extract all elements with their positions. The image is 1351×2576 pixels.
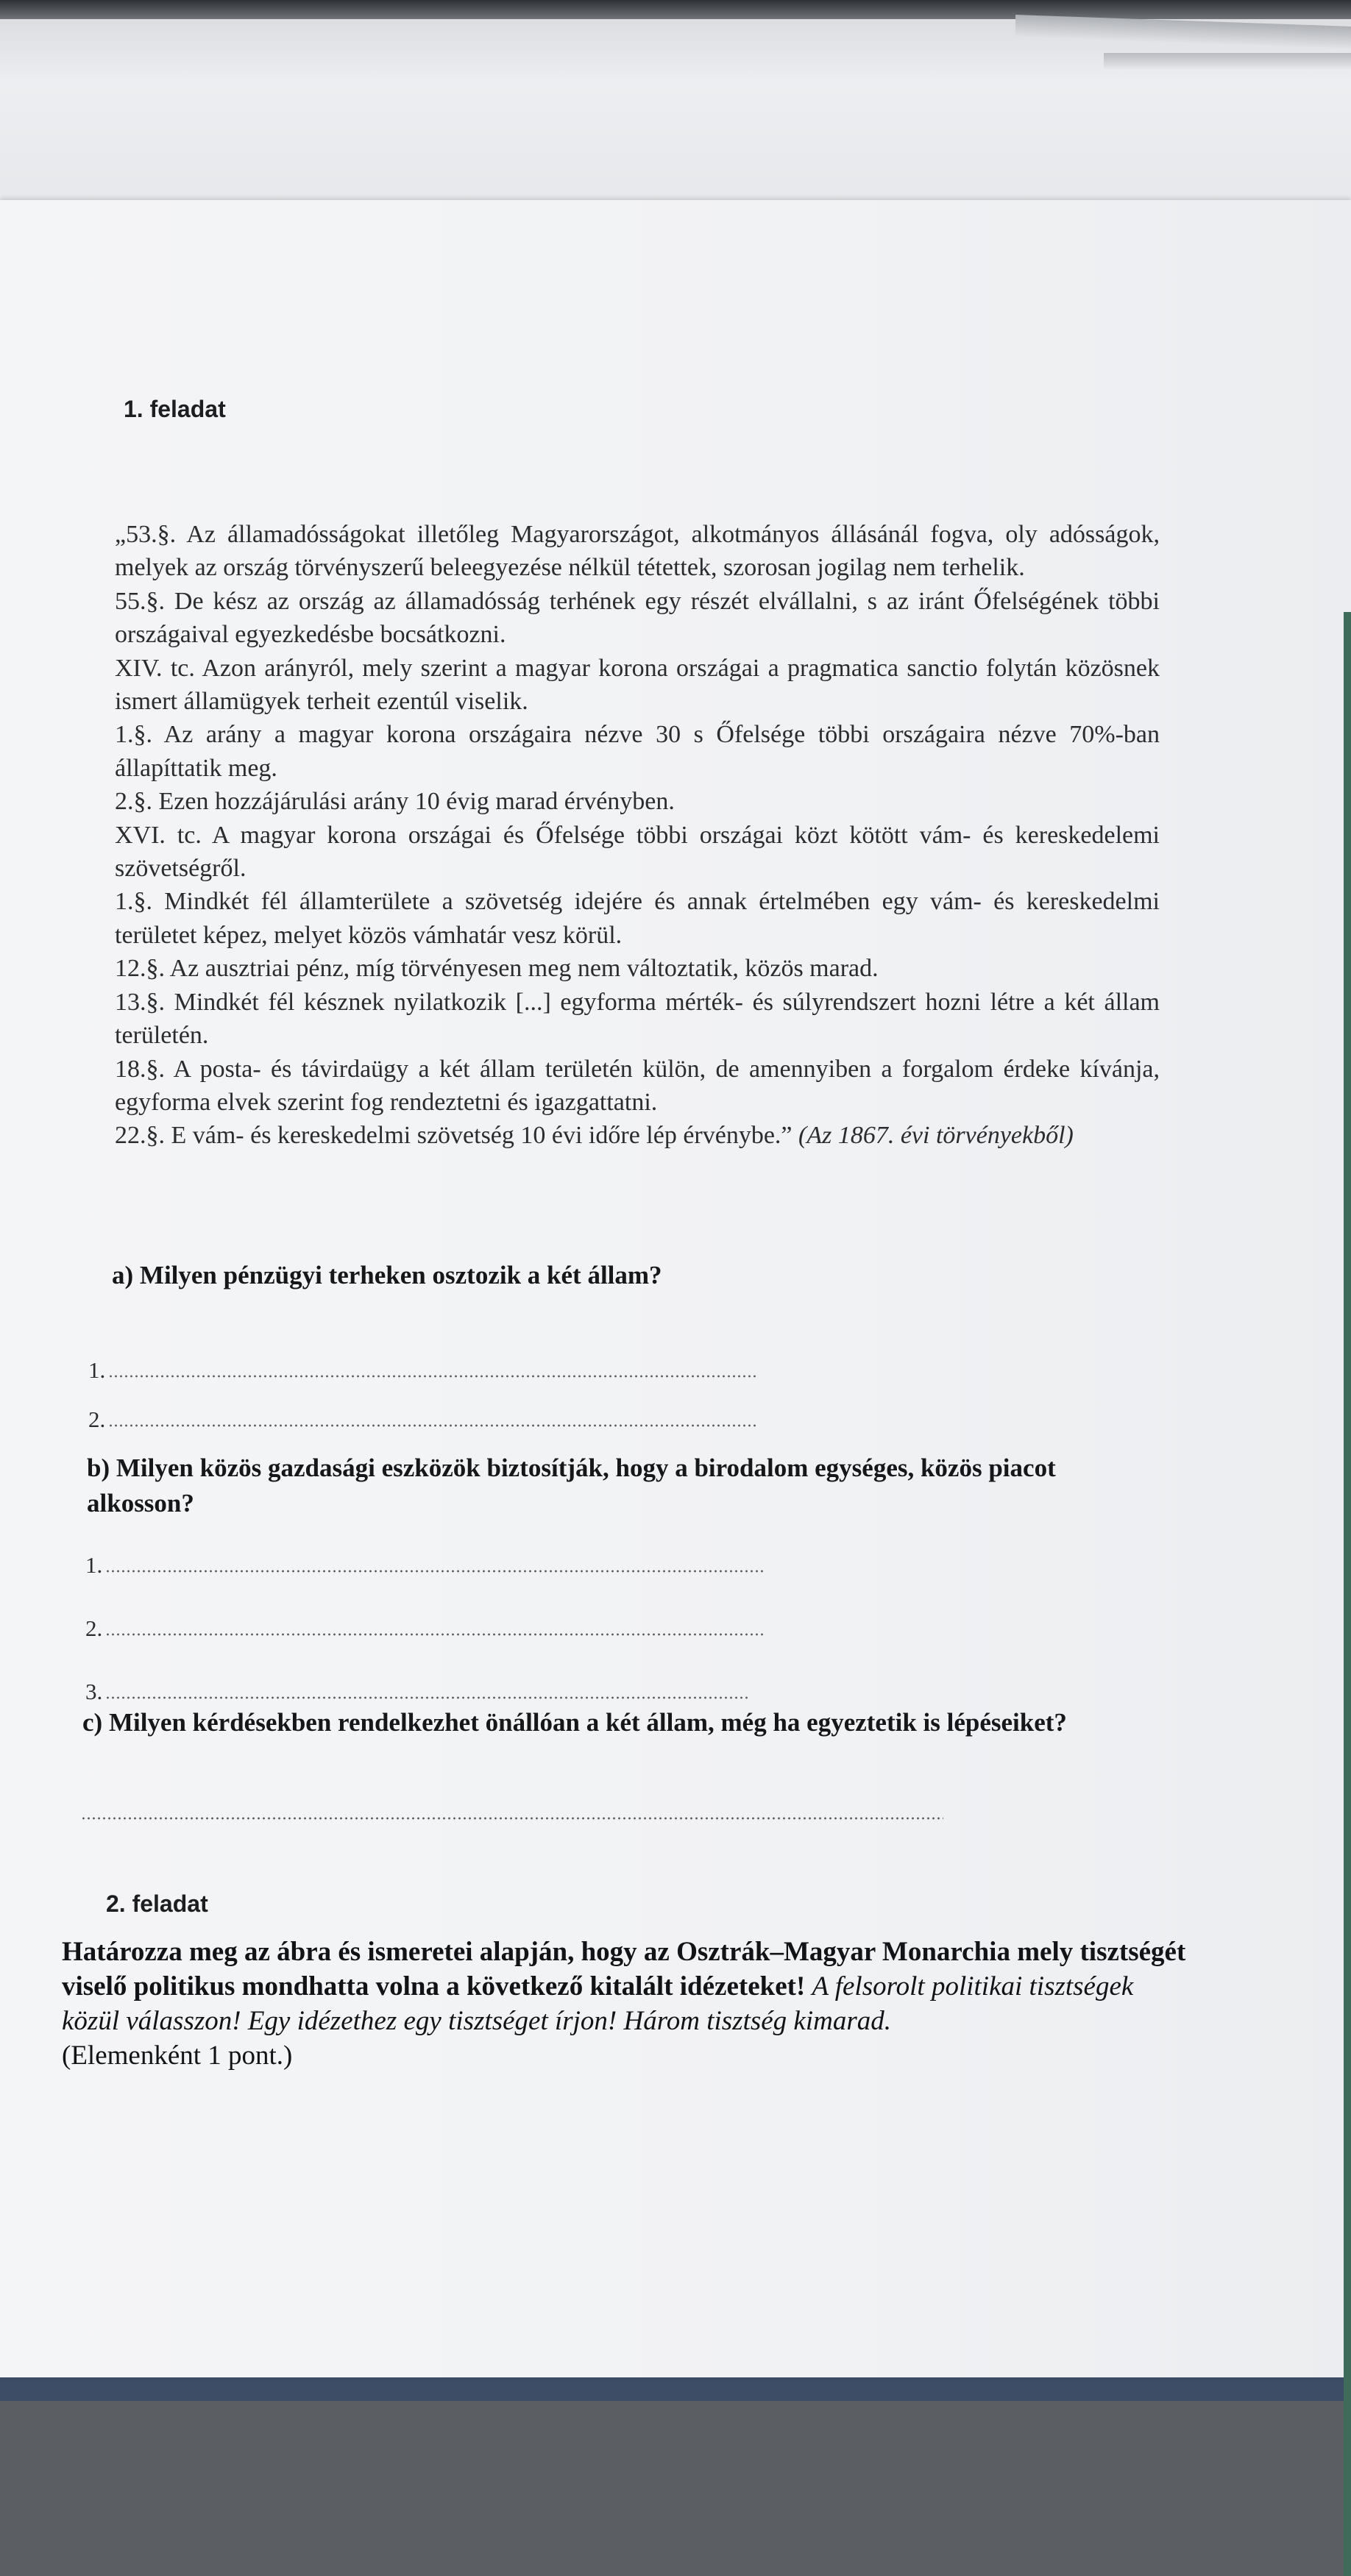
source-paragraph: XIV. tc. Azon arányról, mely szerint a magyar korona országai a pragmatica sanctio folytán közösnek ismert államügyek terheit ezentúl viselik. <box>115 654 1160 716</box>
answer-number: 3. <box>85 1679 103 1704</box>
dotted-line <box>105 1696 748 1699</box>
task-2-instructions <box>62 1935 1195 2073</box>
source-paragraph: 1.§. Az arány a magyar korona országaira nézve 30 s Őfelsége többi országaira nézve 70%-ban állapíttatik meg. <box>115 721 1160 782</box>
source-citation: (Az 1867. évi törvényekből) <box>798 1122 1074 1150</box>
source-last-text: 22.§. E vám- és kereskedelmi szövetség 10 évi időre lép érvénybe.” <box>115 1122 792 1150</box>
photo-rail-lower <box>1104 53 1351 69</box>
question-c: c) Milyen kérdésekben rendelkezhet önállóan a két állam, még ha egyeztetik is lépéseiket? <box>82 1708 1067 1737</box>
source-paragraph: „53.§. Az államadósságokat illetőleg Magyarországot, alkotmányos állásánál fogva, oly adósságok, melyek az ország törvényszerű beleegyezése nélkül tétettek, szorosan jogilag nem terhelik. <box>115 521 1160 582</box>
answer-line-b3[interactable] <box>85 1679 748 1705</box>
dotted-line <box>108 1375 758 1378</box>
answer-line-a2[interactable] <box>88 1406 758 1433</box>
instruction-bold: Határozza meg az ábra és ismeretei alapján, hogy az Osztrák–Magyar Monarchia mely tisztségét viselő politikus mondhatta volna a következő kitalált idézeteket! <box>62 1937 1186 2002</box>
question-b: b) Milyen közös gazdasági eszközök biztosítják, hogy a birodalom egységes, közös piacot alkosson? <box>87 1454 1056 1518</box>
instruction-scoring: (Elemenként 1 pont.) <box>62 2040 293 2071</box>
source-paragraph: 13.§. Mindkét fél késznek nyilatkozik [...] egyforma mérték- és súlyrendszert hozni létre a két állam területén. <box>115 988 1160 1050</box>
source-paragraph: 55.§. De kész az ország az államadósság terhének egy részét elvállalni, s az iránt Őfelségének többi országaival egyezkedésbe bocsátkozni. <box>115 587 1160 649</box>
photo-shelf-edge <box>0 0 1351 19</box>
answer-number: 1. <box>85 1552 103 1578</box>
dotted-line <box>108 1424 758 1427</box>
answer-line-c[interactable] <box>81 1817 943 1826</box>
answer-line-b2[interactable] <box>85 1615 766 1642</box>
answer-number: 2. <box>88 1406 106 1432</box>
answer-number: 2. <box>85 1615 103 1641</box>
task-1-heading: 1. feladat <box>124 396 226 422</box>
dotted-line <box>105 1570 766 1573</box>
source-paragraph: 12.§. Az ausztriai pénz, míg törvényesen meg nem változtatik, közös marad. <box>115 955 879 983</box>
source-paragraph: 1.§. Mindkét fél államterülete a szövetség idejére és annak értelmében egy vám- és kereskedelmi területet képez, melyet közös vámhatár vesz körül. <box>115 888 1160 949</box>
dotted-line <box>105 1633 766 1636</box>
source-paragraph-last <box>115 1119 1160 1152</box>
source-paragraph: XVI. tc. A magyar korona országai és Őfelsége többi országai közt kötött vám- és kereskedelemi szövetségről. <box>115 821 1160 883</box>
dotted-line <box>81 1817 943 1820</box>
answer-number: 1. <box>88 1357 106 1383</box>
task-2-heading: 2. feladat <box>106 1890 208 1917</box>
instruction-italic: A felsorolt politikai tisztségek közül válasszon! Egy idézethez egy tisztséget írjon! Három tisztség kimarad. <box>62 1971 1134 2036</box>
sheet-edge-shadow <box>1344 612 1351 2576</box>
source-paragraph: 2.§. Ezen hozzájárulási arány 10 évig marad érvényben. <box>115 788 675 816</box>
photo-background-bottom <box>0 2376 1351 2401</box>
answer-line-b1[interactable] <box>85 1552 766 1579</box>
question-a: a) Milyen pénzügyi terheken osztozik a két állam? <box>112 1261 662 1289</box>
source-paragraph: 18.§. A posta- és távirdaügy a két állam területén külön, de amennyiben a forgalom érdeke kívánja, egyforma elvek szerint fog rendeztetni és igazgattatni. <box>115 1055 1160 1116</box>
source-text <box>115 518 1160 1153</box>
answer-line-a1[interactable] <box>88 1357 758 1384</box>
